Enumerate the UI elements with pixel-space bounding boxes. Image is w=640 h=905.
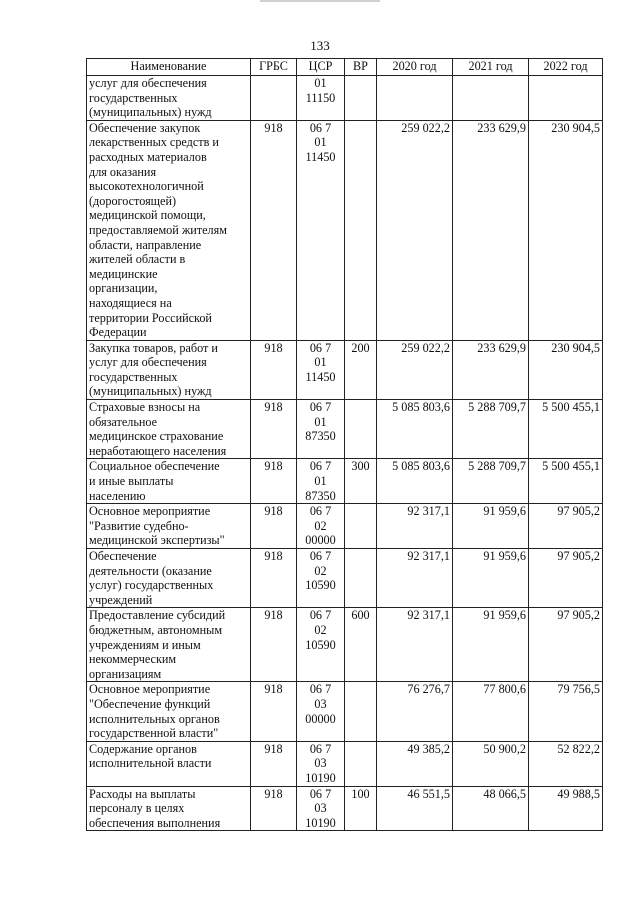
cell-2020: 76 276,7 <box>377 682 453 741</box>
table-body <box>87 76 603 831</box>
cell-2022: 5 500 455,1 <box>529 459 603 504</box>
cell-grbs: 918 <box>251 608 297 682</box>
cell-vr: 300 <box>345 459 377 504</box>
cell-2021: 5 288 709,7 <box>453 400 529 459</box>
cell-vr <box>345 682 377 741</box>
cell-2022: 230 904,5 <box>529 120 603 340</box>
cell-csr: 06 7 02 10590 <box>297 608 345 682</box>
cell-csr: 06 7 03 00000 <box>297 682 345 741</box>
page-number: 133 <box>310 38 330 53</box>
cell-grbs: 918 <box>251 549 297 608</box>
cell-2021: 77 800,6 <box>453 682 529 741</box>
cell-csr: 06 7 01 87350 <box>297 400 345 459</box>
cell-csr: 06 7 02 00000 <box>297 504 345 549</box>
cell-2021 <box>453 76 529 121</box>
cell-name: Расходы на выплаты персоналу в целях обеспечения выполнения <box>87 786 251 831</box>
cell-2021: 5 288 709,7 <box>453 459 529 504</box>
cell-2021: 91 959,6 <box>453 608 529 682</box>
header-grbs: ГРБС <box>251 59 297 76</box>
table-row <box>87 682 603 741</box>
table-row <box>87 608 603 682</box>
budget-table <box>86 58 603 831</box>
cell-vr: 100 <box>345 786 377 831</box>
cell-grbs: 918 <box>251 741 297 786</box>
cell-2022: 5 500 455,1 <box>529 400 603 459</box>
cell-csr: 01 11150 <box>297 76 345 121</box>
header-2022: 2022 год <box>529 59 603 76</box>
header-csr: ЦСР <box>297 59 345 76</box>
cell-name: Обеспечение деятельности (оказание услуг) государственных учреждений <box>87 549 251 608</box>
cell-name: Обеспечение закупок лекарственных средств и расходных материалов для оказания высокотехнологичной (дорогостоящей) медицинской помощи, предоставляемой жителям области, направление жителей области в медицинские организации, находящиеся на территории Российской Федерации <box>87 120 251 340</box>
header-2020: 2020 год <box>377 59 453 76</box>
cell-2020: 259 022,2 <box>377 120 453 340</box>
cell-2020: 5 085 803,6 <box>377 400 453 459</box>
cell-2020: 5 085 803,6 <box>377 459 453 504</box>
cell-vr <box>345 400 377 459</box>
cell-2020: 92 317,1 <box>377 549 453 608</box>
cell-grbs: 918 <box>251 340 297 399</box>
table-row <box>87 459 603 504</box>
cell-csr: 06 7 03 10190 <box>297 741 345 786</box>
cell-csr: 06 7 01 11450 <box>297 120 345 340</box>
cell-2020 <box>377 76 453 121</box>
cell-name: Страховые взносы на обязательное медицинское страхование неработающего населения <box>87 400 251 459</box>
cell-name: Предоставление субсидий бюджетным, автономным учреждениям и иным некоммерческим организациям <box>87 608 251 682</box>
header-2021: 2021 год <box>453 59 529 76</box>
cell-grbs: 918 <box>251 786 297 831</box>
table-row <box>87 400 603 459</box>
cell-name: Основное мероприятие "Обеспечение функций исполнительных органов государственной власти" <box>87 682 251 741</box>
header-vr: ВР <box>345 59 377 76</box>
cell-vr <box>345 741 377 786</box>
cell-name: Закупка товаров, работ и услуг для обеспечения государственных (муниципальных) нужд <box>87 340 251 399</box>
cell-2020: 92 317,1 <box>377 608 453 682</box>
cell-2022: 52 822,2 <box>529 741 603 786</box>
cell-2022: 97 905,2 <box>529 608 603 682</box>
cell-2022: 79 756,5 <box>529 682 603 741</box>
cell-grbs: 918 <box>251 504 297 549</box>
cell-csr: 06 7 01 87350 <box>297 459 345 504</box>
table-row <box>87 504 603 549</box>
table-row <box>87 340 603 399</box>
cell-2022: 97 905,2 <box>529 549 603 608</box>
cell-name: Основное мероприятие "Развитие судебно- медицинской экспертизы" <box>87 504 251 549</box>
cell-grbs: 918 <box>251 400 297 459</box>
table-header-row <box>87 59 603 76</box>
table-row <box>87 120 603 340</box>
cell-vr <box>345 76 377 121</box>
cell-2020: 92 317,1 <box>377 504 453 549</box>
cell-2020: 46 551,5 <box>377 786 453 831</box>
cell-2021: 233 629,9 <box>453 340 529 399</box>
cell-2021: 91 959,6 <box>453 504 529 549</box>
cell-2022: 230 904,5 <box>529 340 603 399</box>
cell-name: услуг для обеспечения государственных (муниципальных) нужд <box>87 76 251 121</box>
table-row <box>87 549 603 608</box>
cell-vr: 200 <box>345 340 377 399</box>
cell-vr <box>345 549 377 608</box>
table-row <box>87 786 603 831</box>
cell-2021: 48 066,5 <box>453 786 529 831</box>
cell-name: Содержание органов исполнительной власти <box>87 741 251 786</box>
cell-2021: 233 629,9 <box>453 120 529 340</box>
cell-2021: 91 959,6 <box>453 549 529 608</box>
cell-2020: 49 385,2 <box>377 741 453 786</box>
cell-grbs <box>251 76 297 121</box>
cell-grbs: 918 <box>251 120 297 340</box>
cell-vr: 600 <box>345 608 377 682</box>
cell-vr <box>345 120 377 340</box>
cell-2022: 97 905,2 <box>529 504 603 549</box>
header-name: Наименование <box>87 59 251 76</box>
scan-edge-mark <box>260 0 380 2</box>
cell-grbs: 918 <box>251 682 297 741</box>
cell-csr: 06 7 01 11450 <box>297 340 345 399</box>
cell-2022: 49 988,5 <box>529 786 603 831</box>
cell-2022 <box>529 76 603 121</box>
cell-name: Социальное обеспечение и иные выплаты населению <box>87 459 251 504</box>
cell-2021: 50 900,2 <box>453 741 529 786</box>
cell-vr <box>345 504 377 549</box>
cell-2020: 259 022,2 <box>377 340 453 399</box>
table-row <box>87 741 603 786</box>
cell-csr: 06 7 02 10590 <box>297 549 345 608</box>
cell-grbs: 918 <box>251 459 297 504</box>
cell-csr: 06 7 03 10190 <box>297 786 345 831</box>
table-row <box>87 76 603 121</box>
